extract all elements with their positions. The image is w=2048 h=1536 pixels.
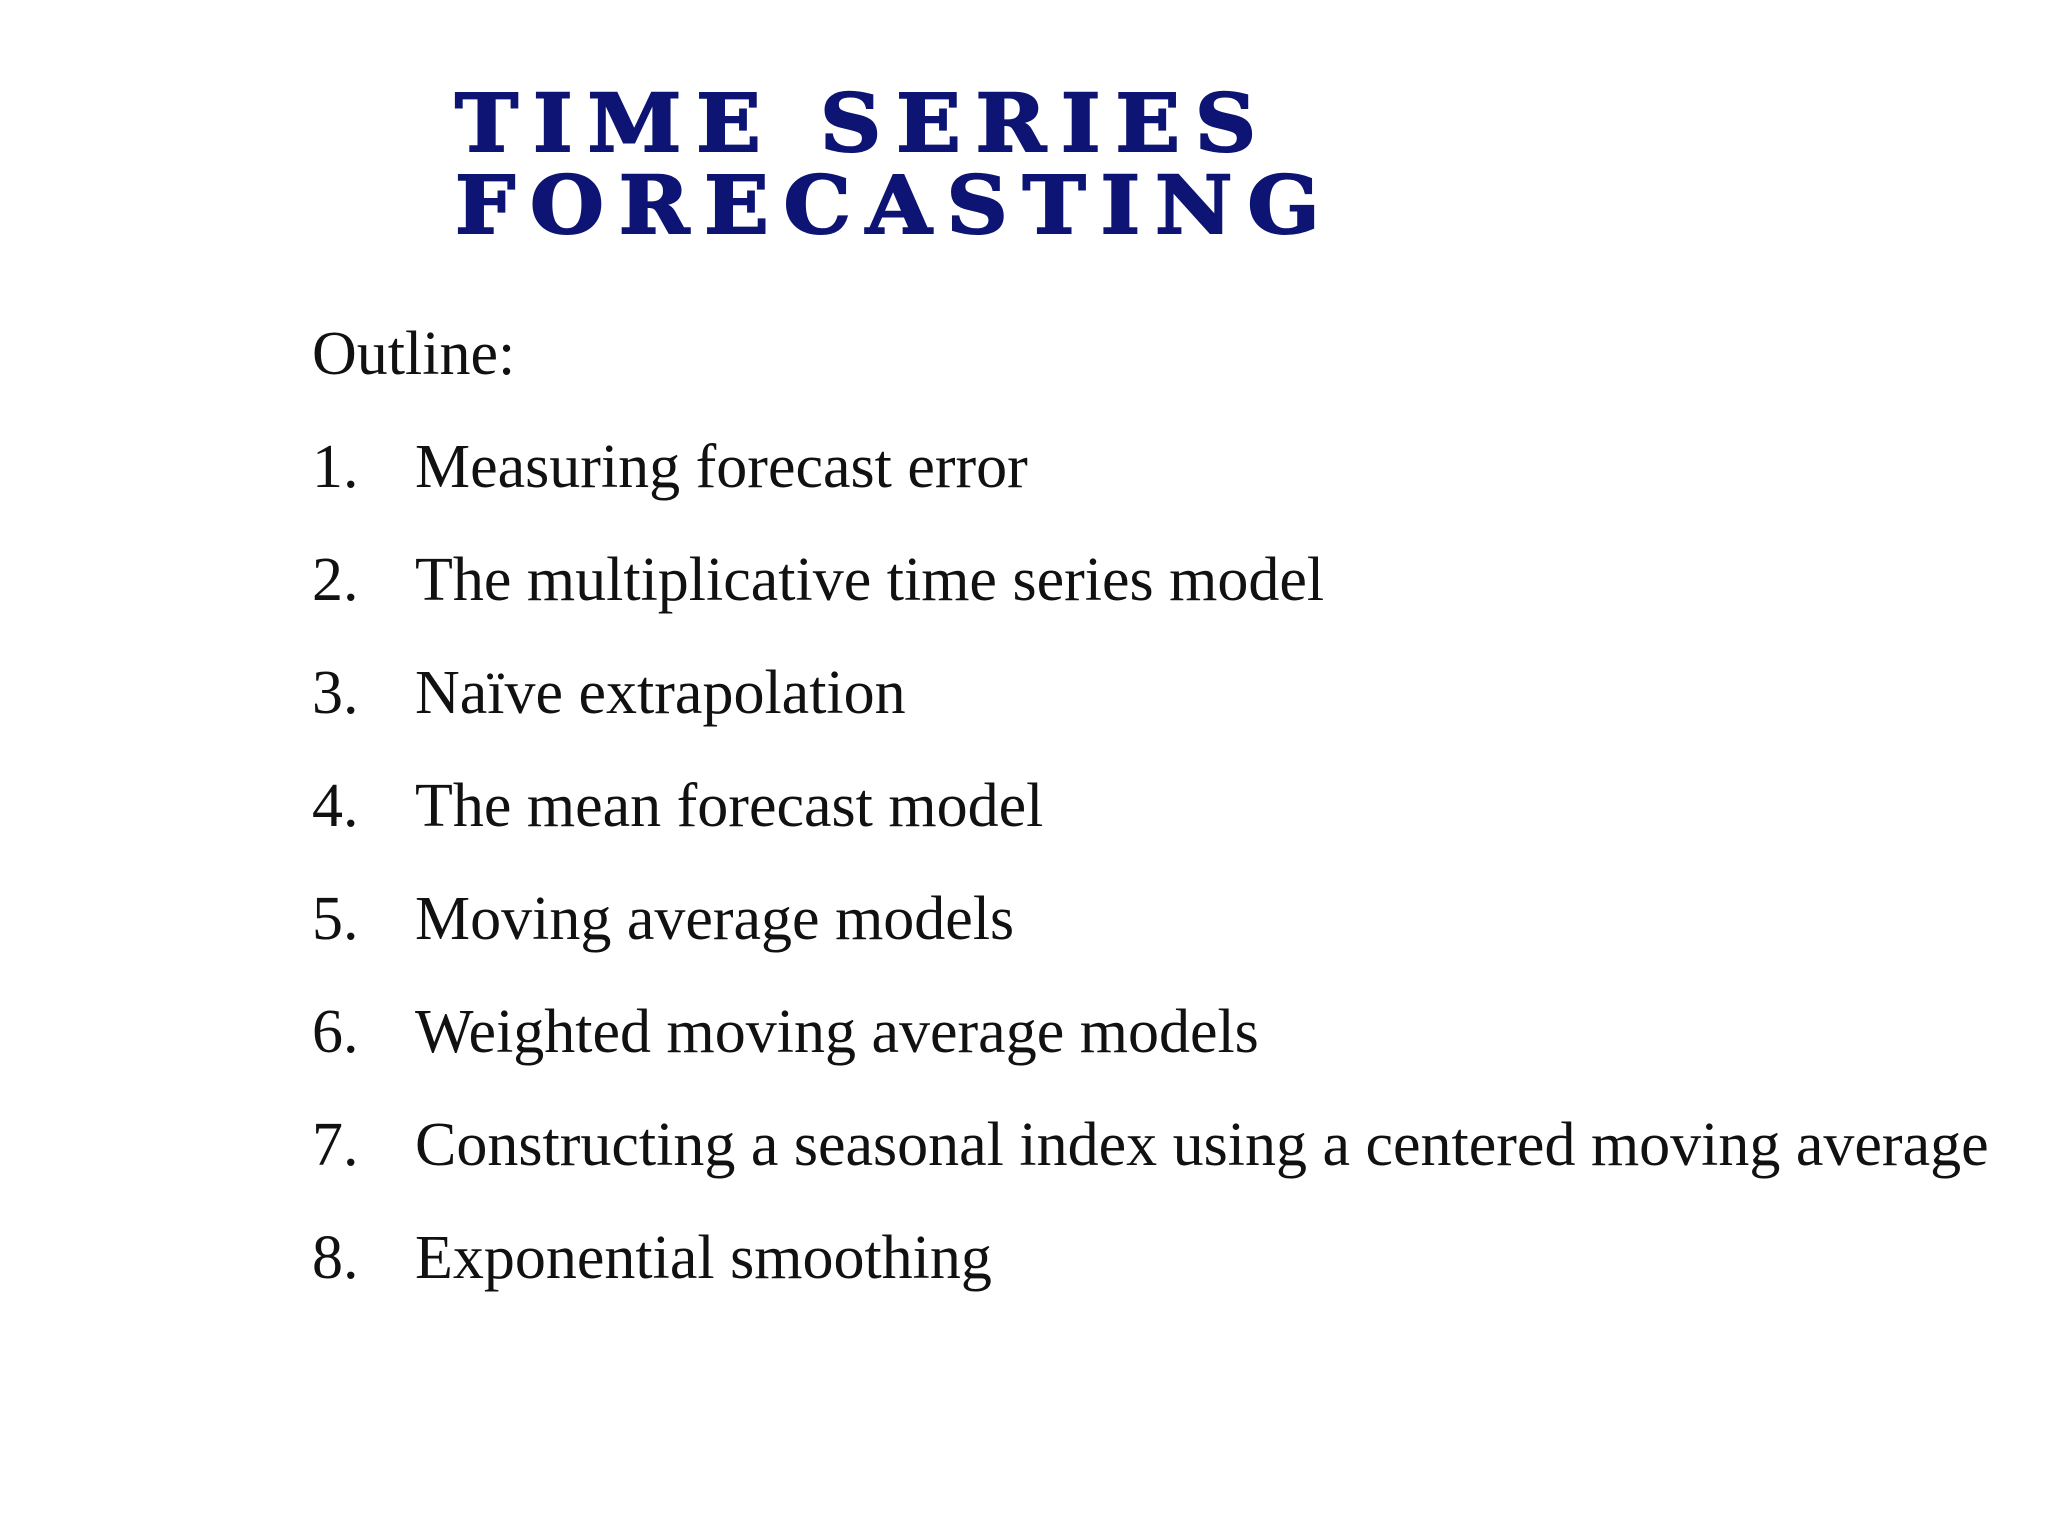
outline-item-3 bbox=[312, 657, 2012, 729]
outline-item-text: Naïve extrapolation bbox=[415, 659, 906, 727]
outline-item-number: 5. bbox=[312, 885, 359, 953]
outline-item-text: Exponential smoothing bbox=[415, 1224, 992, 1292]
outline-item-number: 1. bbox=[312, 433, 359, 501]
outline-item-text: Measuring forecast error bbox=[415, 433, 1028, 501]
outline-item-number: 7. bbox=[312, 1111, 359, 1179]
outline-item-number: 8. bbox=[312, 1224, 359, 1292]
outline-item-number: 4. bbox=[312, 772, 359, 840]
outline-item-6 bbox=[312, 996, 2012, 1068]
outline-label: Outline: bbox=[312, 320, 516, 388]
outline-item-7 bbox=[312, 1109, 2012, 1181]
outline-item-text: Moving average models bbox=[415, 885, 1015, 953]
outline-list bbox=[312, 431, 2012, 1294]
outline-item-number: 6. bbox=[312, 998, 359, 1066]
outline-item-number: 2. bbox=[312, 546, 359, 614]
slide-title-line-1: TIME SERIES bbox=[455, 76, 1271, 170]
outline-item-number: 3. bbox=[312, 659, 359, 727]
outline-item-2 bbox=[312, 544, 2012, 616]
outline-item-4 bbox=[312, 770, 2012, 842]
outline-item-text: Weighted moving average models bbox=[415, 998, 1259, 1066]
slide-title bbox=[455, 76, 1455, 252]
outline-item-text: The mean forecast model bbox=[415, 772, 1044, 840]
slide-title-line-2: FORECASTING bbox=[455, 158, 1335, 252]
outline-item-1 bbox=[312, 431, 2012, 503]
outline-item-text: The multiplicative time series model bbox=[415, 546, 1325, 614]
outline-item-8 bbox=[312, 1222, 2012, 1294]
outline-item-text: Constructing a seasonal index using a centered moving average bbox=[415, 1111, 1989, 1179]
outline-item-5 bbox=[312, 883, 2012, 955]
slide-body bbox=[312, 318, 2012, 1335]
